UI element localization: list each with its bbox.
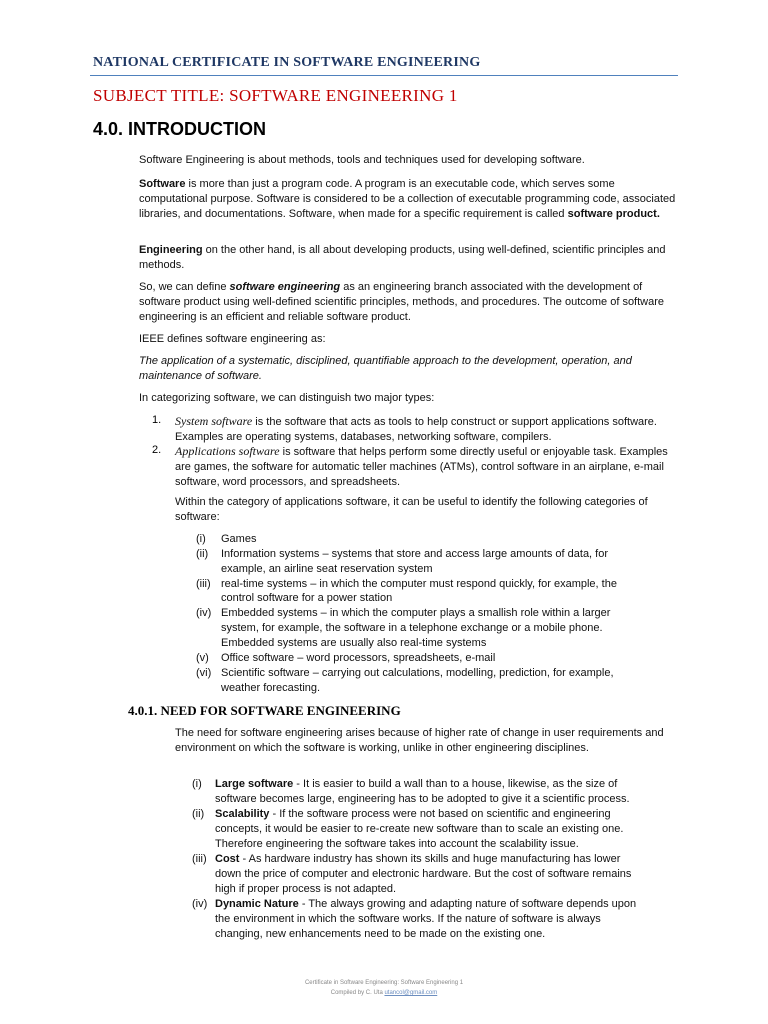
list-item [215,852,620,867]
need-term: Scalability [215,808,270,820]
list-number: (ii) [192,808,205,820]
list-item-continuation: control software for a power station [221,592,393,604]
list-item [215,777,617,792]
ieee-definition: The application of a systematic, disciplined, quantifiable approach to the development, operation, and maintenance of software. [139,355,632,383]
list-number: (iii) [196,578,211,590]
need-text: - If the software process were not based on scientific and engineering [269,808,611,820]
intro-paragraph: Software Engineering is about methods, tools and techniques used for developing software. [139,154,585,166]
list-number: (v) [196,652,209,664]
categorizing-paragraph: In categorizing software, we can distinguish two major types: [139,392,435,404]
list-number: (iv) [192,898,208,910]
list-number: 2. [152,444,162,456]
footer-compiled-by: Compiled by C. Uta [330,990,385,996]
list-number: (i) [192,778,202,790]
need-intro-paragraph: The need for software engineering arises because of higher rate of change in user requirements and environment on which the software is working, unlike in other engineering disciplines. [175,727,664,755]
list-number: 1. [152,414,162,426]
list-item: Embedded systems – in which the computer plays a smallish role within a larger [221,607,611,619]
document-header-title: NATIONAL CERTIFICATE IN SOFTWARE ENGINEERING [93,55,481,70]
applications-software-term: Applications software [175,444,280,458]
section-heading: 4.0. INTRODUCTION [93,119,267,139]
need-text: - It is easier to build a wall than to a house, likewise, as the size of [293,778,618,790]
list-item: Games [221,533,257,545]
definition-prefix: So, we can define [139,281,230,293]
software-term: Software [139,178,186,190]
engineering-paragraph [139,243,679,273]
ieee-intro: IEEE defines software engineering as: [139,333,326,345]
list-item: Scientific software – carrying out calculations, modelling, prediction, for example, [221,667,614,679]
list-item-continuation: concepts, it would be easier to re-create new software than to scale an existing one. [215,823,624,835]
list-number: (ii) [196,548,209,560]
list-item [215,807,611,822]
list-item-continuation: system, for example, the software in a telephone exchange or a mobile phone. [221,622,603,634]
list-item [215,897,636,912]
list-item-continuation: weather forecasting. [221,682,321,694]
need-term: Cost [215,853,240,865]
list-item [175,414,680,445]
definition-paragraph [139,280,679,326]
list-item-continuation: down the price of computer and electronic hardware. But the cost of software remains [215,868,632,880]
list-item: Information systems – systems that store and access large amounts of data, for [221,548,609,560]
software-paragraph [139,177,679,223]
engineering-term: Engineering [139,244,203,256]
list-item-continuation: changing, new enhancements need to be made on the existing one. [215,928,546,940]
footer-line-2 [0,990,768,996]
need-text: - The always growing and adapting nature of software depends upon [298,898,637,910]
applications-software-text: is software that helps perform some directly useful or enjoyable task. Examples are games, the software for automatic teller machines (ATMs), control software in an airplane, e-mail software, word processors, and spreadsheets. [175,446,668,489]
list-number: (vi) [196,667,212,679]
software-product-term: software product. [567,208,660,221]
definition-text: as an engineering branch associated with the development of software product using well-defined scientific principles, methods, and procedures. The outcome of software engineering is an efficient and reliable software product. [139,281,665,324]
list-item-continuation: example, an airline seat reservation system [221,563,433,575]
list-item-continuation: Embedded systems are usually also real-time systems [221,637,487,649]
header-divider [90,75,678,76]
subsection-heading: 4.0.1. NEED FOR SOFTWARE ENGINEERING [128,703,401,718]
need-text: - As hardware industry has shown its skills and huge manufacturing has lower [239,853,621,865]
software-definition: is more than just a program code. A program is an executable code, which serves some computational purpose. Software is considered to be a collection of executable programming code, associated libraries, and documentations. Software, when made for a specific requirement is called [139,178,676,221]
engineering-definition: on the other hand, is all about developing products, using well-defined, scientific principles and methods. [139,244,666,272]
list-number: (iii) [192,853,207,865]
list-number: (iv) [196,607,212,619]
list-item-continuation: software becomes large, engineering has to be adopted to give it a scientific process. [215,793,630,805]
list-item [175,444,680,491]
software-engineering-term: software engineering [229,281,341,293]
within-paragraph: Within the category of applications software, it can be useful to identify the following categories of software: [175,496,648,524]
subject-title: SUBJECT TITLE: SOFTWARE ENGINEERING 1 [93,86,458,105]
list-item: Office software – word processors, spreadsheets, e-mail [221,652,496,664]
system-software-term: System software [175,414,253,428]
list-item: real-time systems – in which the computer must respond quickly, for example, the [221,578,617,590]
footer-email-link[interactable]: utancol@gmail.com [384,990,438,996]
list-number: (i) [196,533,206,545]
need-term: Large software [215,778,294,790]
list-item-continuation: Therefore engineering the software takes into account the scalability issue. [215,838,579,850]
footer-line-1: Certificate in Software Engineering: Software Engineering 1 [304,980,464,986]
list-item-continuation: high if proper process is not adapted. [215,883,397,895]
list-item-continuation: the environment in which the software works. If the nature of software is always [215,913,601,925]
system-software-text: is the software that acts as tools to help construct or support applications software. Examples are operating systems, databases, networking software, compilers. [175,416,657,444]
need-term: Dynamic Nature [215,898,299,910]
